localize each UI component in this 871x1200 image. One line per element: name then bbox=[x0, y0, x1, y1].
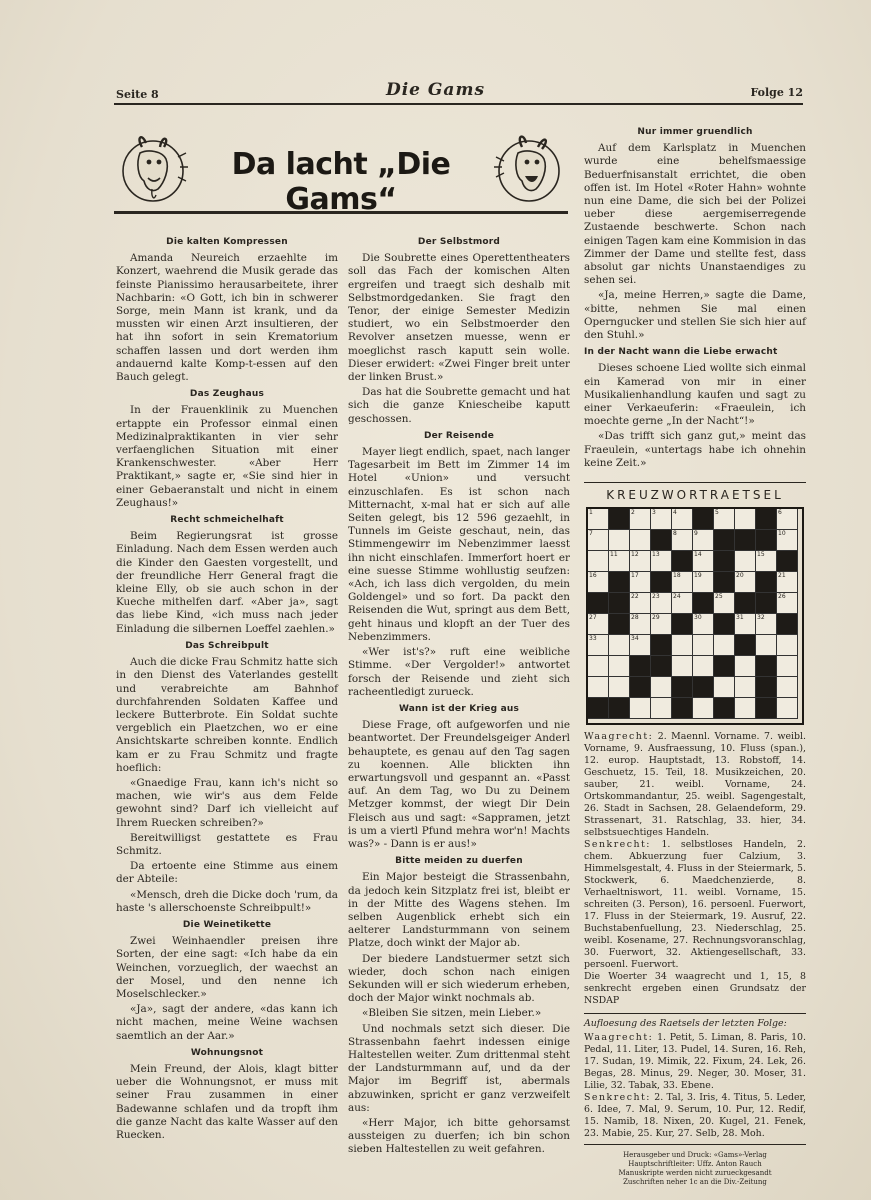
crossword-cell bbox=[609, 551, 630, 572]
crossword-number: 11 bbox=[610, 551, 618, 559]
article-paragraph: In der Frauenklinik zu Muenchen ertappte ein Professor einmal einen Medizinalpraktikanten in vier sehr verfaenglichen Situation mit einer Krankenschwester. «Aber Herr Praktikant,» sagte er, «Sie sind hier in einer Gebaeranstalt und nicht in einem Zeughaus!» bbox=[116, 404, 338, 509]
crossword-cell bbox=[672, 656, 693, 677]
crossword-cell bbox=[651, 614, 672, 635]
crossword-cell bbox=[672, 572, 693, 593]
crossword-number: 17 bbox=[631, 572, 639, 580]
crossword-number: 24 bbox=[673, 593, 681, 601]
crossword-cell bbox=[735, 698, 756, 719]
crossword-cell-black bbox=[609, 698, 630, 719]
crossword-cell-black bbox=[672, 677, 693, 698]
article-paragraph: «Das trifft sich ganz gut,» meint das Fraeulein, «untertags habe ich ohnehin keine Zeit.» bbox=[584, 430, 806, 469]
article-paragraph: Mayer liegt endlich, spaet, nach langer Tagesarbeit im Bett im Zimmer 14 im Hotel «Union» und versucht einzuschlafen. Es ist schon nach Mitternacht, x-mal hat er sich auf alle Seiten gelegt, bis 12 596 gezaehlt, in Tunnels im Geiste geschaut, nein, das Stimmengewirr im Nebenzimmer laesst ihn nicht einschlafen. Immerfort hoert er eine suesse Stimme wohllustig seufzen: «Ach, ich lass dich vergolden, du mein Goldengel» und so fort. Da packt den Reisenden die Wut, springt aus dem Bett, geht hinaus und klopft an der Tuer des Nebenzimmers. bbox=[348, 446, 570, 643]
crossword-number: 28 bbox=[631, 614, 639, 622]
crossword-cell bbox=[693, 530, 714, 551]
crossword-cell bbox=[714, 593, 735, 614]
article-paragraph: Auch die dicke Frau Schmitz hatte sich in den Dienst des Vaterlandes gestellt und verabreichte am Bahnhof durchfahrenden Soldaten Kaffee und leckere Butterbrote. Ein Soldat suchte vergeblich ein Plaetzchen, wo er eine Ansichtskarte schreiben konnte. Endlich kam er zu Frau Schmitz und fragte hoeflich: bbox=[116, 656, 338, 774]
article-paragraph: Diese Frage, oft aufgeworfen und nie beantwortet. Der Freundelsgeiger Anderl behauptete, es genau auf den Tag sagen zu koennen. Alle blickten ihn erwartungsvoll und gespannt an. «Passt auf. An dem Tag, wo Du zu Deinem Metzger kommst, der wiegt Dir Dein Fleisch aus und sagt: «Sappramen, jetzt is um a viertl Pfund mehra wor'n! Machts was?» - Dann is er aus!» bbox=[348, 719, 570, 850]
article-paragraph: Mein Freund, der Alois, klagt bitter ueber die Wohnungsnot, er muss mit seiner Frau zusammen in einer Badewanne schlafen und da tropft ihm die ganze Nacht das kalte Wasser auf den Ruecken. bbox=[116, 1062, 338, 1141]
column-right bbox=[584, 122, 806, 1187]
crossword-cell bbox=[588, 677, 609, 698]
crossword-cell bbox=[588, 572, 609, 593]
article-paragraph: Die Soubrette eines Operettentheaters soll das Fach der komischen Alten ergreifen und traegt sich deshalb mit Selbstmordgedanken. Sie fragt den Tenor, der einige Semester Medizin studiert, wo ein Selbstmoerder den Revolver ansetzen muesse, wenn er moeglichst rasch kaputt sein wolle. Dieser erwidert: «Zwei Finger breit unter der linken Brust.» bbox=[348, 252, 570, 384]
crossword-cell bbox=[672, 593, 693, 614]
crossword-cell bbox=[651, 593, 672, 614]
crossword-cell-black bbox=[756, 572, 777, 593]
header-divider bbox=[114, 103, 803, 105]
solution-across-label: Waagrecht: bbox=[584, 1032, 654, 1044]
crossword-cell bbox=[651, 509, 672, 530]
article-paragraph: Amanda Neureich erzaehlte im Konzert, waehrend die Musik gerade das feinste Pianissimo herausarbeitete, ihrer Nachbarin: «O Gott, ich bin in schwerer Sorge, mein Mann ist krank, und da mussten wir einen Arzt insultieren, der hat ihn sofort in sein Krematorium schaffen lassen und dort werden ihm andauernd kalte Komp-t-essen auf den Bauch gelegt. bbox=[116, 252, 338, 384]
article-paragraph: Beim Regierungsrat ist grosse Einladung. Nach dem Essen werden auch die Kinder den Gaesten vorgestellt, und der freundliche Herr General fragt die kleine Elly, ob sie auch schon in der Kueche mithelfen darf. «Aber ja», sagt das liebe Kind, «ich muss nach jeder Einladung die silbernen Loeffel zaehlen.» bbox=[116, 530, 338, 635]
clues-down bbox=[584, 839, 806, 971]
crossword-cell-black bbox=[777, 614, 798, 635]
clues-across bbox=[584, 731, 806, 839]
crossword-number: 32 bbox=[757, 614, 765, 622]
crossword-number: 10 bbox=[778, 530, 786, 538]
crossword-cell bbox=[693, 635, 714, 656]
headline: Die Weinetikette bbox=[182, 919, 272, 930]
crossword-number: 29 bbox=[652, 614, 660, 622]
crossword-cell bbox=[777, 572, 798, 593]
crossword-number: 13 bbox=[652, 551, 660, 559]
crossword-cell-black bbox=[609, 593, 630, 614]
crossword-cell bbox=[777, 530, 798, 551]
article-paragraph: Ein Major besteigt die Strassenbahn, da jedoch kein Sitzplatz frei ist, bleibt er in der Mitte des Wagens stehen. Im selben Augenblick erhebt sich ein aelterer Landsturmmann von seinem Platze, doch winkt der Major ab. bbox=[348, 871, 570, 950]
crossword-cell-black bbox=[735, 593, 756, 614]
crossword-number: 9 bbox=[694, 530, 698, 538]
crossword-cell bbox=[630, 635, 651, 656]
crossword-cell-black bbox=[672, 614, 693, 635]
crossword-cell-black bbox=[714, 572, 735, 593]
crossword-cell-black bbox=[609, 572, 630, 593]
crossword-cell bbox=[756, 635, 777, 656]
newspaper-title: Die Gams bbox=[385, 80, 486, 100]
crossword-cell-black bbox=[609, 614, 630, 635]
crossword-cell bbox=[651, 677, 672, 698]
imprint bbox=[584, 1151, 806, 1187]
clues-across-label: Waagrecht: bbox=[584, 731, 654, 743]
article-paragraph: «Bleiben Sie sitzen, mein Lieber.» bbox=[362, 1007, 542, 1020]
solution-across-text: 1. Petit, 5. Liman, 8. Paris, 10. Pedal, 11. Liter, 13. Pudel, 14. Suren, 16. Reh, 17. Sudan, 19. Mimik, 22. Fixum, 24. Lek, 26. Begas, 28. Minus, 29. Neger, 30. Moser, 31. Lilie, 32. Tabak, 33. Ebene. bbox=[584, 1032, 807, 1092]
crossword-number: 20 bbox=[736, 572, 744, 580]
crossword-cell bbox=[735, 509, 756, 530]
crossword-cell bbox=[630, 698, 651, 719]
crossword-cell-black bbox=[693, 509, 714, 530]
clues-across-text: 2. Maennl. Vorname. 7. weibl. Vorname, 9. Ausfraessung, 10. Fluss (span.), 12. europ. Hauptstadt, 13. Robstoff, 14. Geschuetz, 15. Teil, 18. Musikzeichen, 20. sauber, 21. weibl. Vorname, 24. Ortskommandantur, 25. weibl. Sagengestalt, 26. Stadt in Sachsen, 28. Gelaendeform, 29. Strassenart, 31. Ratschlag, 33. hier, 34. selbstsuechtiges Handeln. bbox=[584, 731, 807, 839]
crossword-cell bbox=[651, 551, 672, 572]
article-paragraph: Dieses schoene Lied wollte sich einmal ein Kamerad von mir in einer Musikalienhandlung kaufen und sagt zu einer Verkaeuferin: «Fraeulein, ich moechte gerne „In der Nacht“!» bbox=[584, 362, 806, 428]
crossword-cell-black bbox=[714, 551, 735, 572]
crossword-cell bbox=[588, 509, 609, 530]
crossword-cell bbox=[777, 698, 798, 719]
crossword-cell bbox=[588, 614, 609, 635]
crossword-number: 4 bbox=[673, 509, 677, 517]
solution-down-text: 2. Tal, 3. Iris, 4. Titus, 5. Leder, 6. Idee, 7. Mal, 9. Serum, 10. Pur, 12. Redif, 15. Namib, 18. Nixen, 20. Kugel, 21. Fenek, 23. Mabie, 25. Kur, 27. Selb, 28. Moh. bbox=[584, 1092, 806, 1140]
crossword-cell-black bbox=[714, 656, 735, 677]
crossword-cell bbox=[672, 635, 693, 656]
crossword-cell-black bbox=[651, 656, 672, 677]
crossword-number: 14 bbox=[694, 551, 702, 559]
crossword-number: 34 bbox=[631, 635, 639, 643]
article-paragraph: «Ja», sagt der andere, «das kann ich nicht machen, meine Weine wachsen saemtlich an der Aar.» bbox=[116, 1003, 338, 1042]
crossword-cell bbox=[714, 509, 735, 530]
crossword-cell-black bbox=[672, 551, 693, 572]
crossword-cell-black bbox=[714, 530, 735, 551]
banner-divider bbox=[114, 211, 568, 214]
crossword-cell-black bbox=[651, 635, 672, 656]
crossword-cell bbox=[630, 551, 651, 572]
imprint-line: Zuschriften neher 1c an die Div.-Zeitung bbox=[623, 1178, 767, 1187]
crossword-cell-black bbox=[756, 656, 777, 677]
crossword-number: 5 bbox=[715, 509, 719, 517]
article-paragraph: «Gnaedige Frau, kann ich's nicht so machen, wie wir's aus dem Felde gewohnt sind? Darf ich vielleicht auf Ihrem Ruecken schreiben?» bbox=[116, 776, 338, 829]
crossword-number: 18 bbox=[673, 572, 681, 580]
crossword-grid bbox=[586, 507, 804, 725]
crossword-cell-black bbox=[756, 530, 777, 551]
crossword-number: 30 bbox=[694, 614, 702, 622]
crossword-cell bbox=[588, 635, 609, 656]
crossword-cell bbox=[630, 572, 651, 593]
headline: Das Schreibpult bbox=[185, 640, 269, 651]
solution-down-label: Senkrecht: bbox=[584, 1092, 651, 1104]
crossword-cell bbox=[777, 677, 798, 698]
article-paragraph: «Ja, meine Herren,» sagte die Dame, «bitte, nehmen Sie mal einen Operngucker und stellen Sie sich hier auf den Stuhl.» bbox=[584, 289, 806, 342]
headline: Die kalten Kompressen bbox=[166, 237, 288, 247]
crossword-cell bbox=[609, 635, 630, 656]
imprint-line: Herausgeber und Druck: «Gams»-Verlag bbox=[623, 1151, 767, 1160]
clues-down-label: Senkrecht: bbox=[584, 839, 651, 851]
crossword-number: 21 bbox=[778, 572, 786, 580]
crossword-number: 12 bbox=[631, 551, 639, 559]
crossword-cell bbox=[588, 656, 609, 677]
crossword-cell bbox=[630, 593, 651, 614]
crossword-cell bbox=[756, 614, 777, 635]
clues-down-text: 1. selbstloses Handeln, 2. chem. Abkuerzung fuer Calzium, 3. Himmelsgestalt, 4. Fluss in der Steiermark, 5. Stockwerk, 6. Maedchenzierde, 8. Verhaeltniswort, 11. weibl. Vorname, 15. schreiten (3. Person), 16. persoenl. Fuerwort, 17. Fluss in der Steiermark, 19. Ausruf, 22. Buchstabenfuellung, 23. Niederschlag, 25. weibl. Kosename, 27. Rechnungsvoranschlag, 30. Fuerwort, 32. Aktiengesellschaft, 33. persoenl. Fuerwort. bbox=[584, 839, 806, 971]
crossword-cell bbox=[777, 593, 798, 614]
crossword-number: 1 bbox=[589, 509, 593, 517]
imprint-line: Manuskripte werden nicht zurueckgesandt bbox=[618, 1169, 772, 1178]
crossword-number: 2 bbox=[631, 509, 635, 517]
crossword-cell bbox=[714, 677, 735, 698]
crossword-cell bbox=[756, 551, 777, 572]
crossword-footer: Die Woerter 34 waagrecht und 1, 15, 8 senkrecht ergeben einen Grundsatz der NSDAP bbox=[584, 971, 806, 1007]
page-number-left: Seite 8 bbox=[116, 88, 159, 101]
article-paragraph: Zwei Weinhaendler preisen ihre Sorten, der eine sagt: «Ich habe da ein Weinchen, vorzueglich, der waechst an der Mosel, und den nenne ich Moselschlecker.» bbox=[116, 935, 338, 1000]
crossword-cell bbox=[588, 551, 609, 572]
crossword-cell bbox=[693, 551, 714, 572]
headline: Bitte meiden zu duerfen bbox=[395, 856, 523, 867]
goat-head-icon bbox=[494, 131, 564, 207]
crossword-cell bbox=[630, 530, 651, 551]
solution-title: Aufloesung des Raetsels der letzten Folge: bbox=[584, 1018, 787, 1030]
headline: Wann ist der Krieg aus bbox=[398, 703, 520, 714]
crossword-number: 23 bbox=[652, 593, 660, 601]
crossword-number: 22 bbox=[631, 593, 639, 601]
crossword-cell bbox=[777, 509, 798, 530]
crossword-number: 8 bbox=[673, 530, 677, 538]
crossword-number: 27 bbox=[589, 614, 597, 622]
crossword-cell bbox=[609, 656, 630, 677]
crossword-cell bbox=[609, 530, 630, 551]
crossword-cell-black bbox=[609, 509, 630, 530]
crossword-cell bbox=[777, 656, 798, 677]
crossword-cell-black bbox=[756, 509, 777, 530]
column-left bbox=[116, 232, 338, 1144]
crossword-number: 3 bbox=[652, 509, 656, 517]
crossword-cell bbox=[693, 572, 714, 593]
crossword-cell bbox=[672, 530, 693, 551]
crossword-cell-black bbox=[588, 698, 609, 719]
crossword-cell bbox=[693, 614, 714, 635]
crossword-cell bbox=[735, 656, 756, 677]
crossword-cell-black bbox=[693, 593, 714, 614]
article-paragraph: «Mensch, dreh die Dicke doch 'rum, da haste 's allerschoenste Schreibpult!» bbox=[116, 888, 338, 914]
goat-head-icon bbox=[118, 131, 188, 207]
crossword-cell bbox=[693, 656, 714, 677]
headline: Nur immer gruendlich bbox=[637, 127, 753, 137]
article-paragraph: «Herr Major, ich bitte gehorsamst aussteigen zu duerfen; ich bin schon sieben Haltestellen zu weit gefahren. bbox=[348, 1117, 570, 1156]
headline: In der Nacht wann die Liebe erwacht bbox=[584, 347, 778, 358]
crossword-cell-black bbox=[756, 698, 777, 719]
crossword-cell bbox=[693, 698, 714, 719]
crossword-cell-black bbox=[756, 593, 777, 614]
imprint-line: Hauptschriftleiter: Uffz. Anton Rauch bbox=[628, 1160, 762, 1169]
crossword-cell-black bbox=[693, 677, 714, 698]
crossword-cell-black bbox=[714, 614, 735, 635]
crossword-cell bbox=[651, 698, 672, 719]
crossword-clues bbox=[584, 731, 806, 1007]
crossword-cell-black bbox=[714, 698, 735, 719]
crossword-cell bbox=[630, 509, 651, 530]
article-paragraph: Und nochmals setzt sich dieser. Die Strassenbahn faehrt indessen einige Haltestellen weiter. Zum drittenmal steht der Landsturmmann auf, und da der Major im Begriff ist, abermals abzuwinken, spricht er ganz verzweifelt aus: bbox=[348, 1022, 570, 1114]
crossword-cell-black bbox=[756, 677, 777, 698]
crossword-number: 16 bbox=[589, 572, 597, 580]
crossword-cell bbox=[735, 614, 756, 635]
crossword-number: 31 bbox=[736, 614, 744, 622]
headline: Recht schmeichelhaft bbox=[170, 515, 284, 526]
article-paragraph: «Wer ist's?» ruft eine weibliche Stimme. «Der Vergolder!» antwortet forsch der Reisende und zieht sich racheentledigt zurueck. bbox=[348, 646, 570, 698]
article-paragraph: Der biedere Landstuermer setzt sich wieder, doch schon nach einigen Sekunden will er sich wiederum erheben, doch der Major winkt nochmals ab. bbox=[348, 952, 570, 1005]
headline: Wohnungsnot bbox=[190, 1047, 264, 1058]
crossword-number: 25 bbox=[715, 593, 723, 601]
crossword-cell-black bbox=[630, 656, 651, 677]
crossword-cell bbox=[735, 572, 756, 593]
headline: Das Zeughaus bbox=[189, 389, 265, 400]
crossword-cell-black bbox=[630, 677, 651, 698]
article-paragraph: Bereitwilligst gestattete es Frau Schmitz. bbox=[116, 831, 338, 857]
crossword-number: 6 bbox=[778, 509, 782, 517]
crossword-number: 33 bbox=[589, 635, 597, 643]
article-paragraph: Da ertoente eine Stimme aus einem der Abteile: bbox=[116, 860, 338, 886]
crossword-cell bbox=[630, 614, 651, 635]
crossword-cell bbox=[777, 635, 798, 656]
crossword-cell-black bbox=[672, 698, 693, 719]
article-paragraph: Auf dem Karlsplatz in Muenchen wurde eine behelfsmaessige Beduerfnisanstalt errichtet, die oben offen ist. Im Hotel «Roter Hahn» wohnte nun eine Dame, die sich bei der Polizei ueber diese aergemiserregende Zustaende beschwerte. Schon nach einigen Tagen kam eine Kommision in das Zimmer der Dame und stellte fest, dass absolut gar nichts Unanstaendiges zu sehen sei. bbox=[584, 142, 806, 287]
crossword-title: KREUZWORTRAETSEL bbox=[584, 482, 806, 502]
crossword-cell-black bbox=[735, 635, 756, 656]
article-paragraph: Das hat die Soubrette gemacht und hat sich die ganze Kniescheibe kaputt geschossen. bbox=[348, 386, 570, 425]
column-middle bbox=[348, 232, 570, 1159]
crossword-cell-black bbox=[588, 593, 609, 614]
crossword-cell-black bbox=[777, 551, 798, 572]
previous-solution bbox=[584, 1013, 806, 1145]
banner-title: Da lacht „Die Gams“ bbox=[231, 147, 451, 217]
crossword-cell bbox=[588, 530, 609, 551]
crossword-number: 7 bbox=[589, 530, 593, 538]
crossword-cell-black bbox=[651, 572, 672, 593]
crossword-number: 19 bbox=[694, 572, 702, 580]
crossword-cell-black bbox=[651, 530, 672, 551]
headline: Der Selbstmord bbox=[417, 237, 501, 247]
crossword-number: 26 bbox=[778, 593, 786, 601]
headline: Der Reisende bbox=[423, 430, 495, 441]
crossword-cell bbox=[672, 509, 693, 530]
crossword-cell-black bbox=[735, 530, 756, 551]
crossword-cell bbox=[609, 677, 630, 698]
humor-banner bbox=[114, 125, 568, 217]
crossword-number: 15 bbox=[757, 551, 765, 559]
crossword-cell bbox=[735, 551, 756, 572]
crossword-cell bbox=[714, 635, 735, 656]
crossword-cell bbox=[735, 677, 756, 698]
issue-number: Folge 12 bbox=[750, 86, 803, 99]
